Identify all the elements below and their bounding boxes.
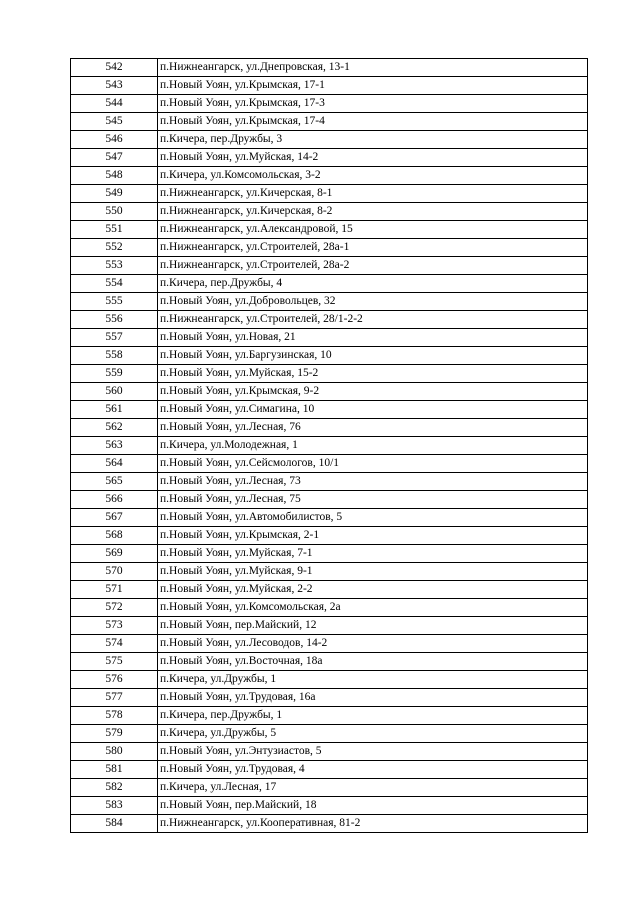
- table-row: [71, 509, 588, 527]
- row-number: 580: [71, 743, 158, 761]
- row-address: п.Нижнеангарск, ул.Александровой, 15: [158, 221, 588, 239]
- table-row: [71, 437, 588, 455]
- row-number: 550: [71, 203, 158, 221]
- table-row: [71, 743, 588, 761]
- row-number: 558: [71, 347, 158, 365]
- table-row: [71, 581, 588, 599]
- row-number: 560: [71, 383, 158, 401]
- table-row: [71, 365, 588, 383]
- table-row: [71, 311, 588, 329]
- row-address: п.Новый Уоян, ул.Крымская, 2-1: [158, 527, 588, 545]
- row-number: 581: [71, 761, 158, 779]
- table-row: [71, 131, 588, 149]
- row-address: п.Кичера, ул.Дружбы, 1: [158, 671, 588, 689]
- row-number: 561: [71, 401, 158, 419]
- row-address: п.Новый Уоян, ул.Крымская, 17-1: [158, 77, 588, 95]
- row-address: п.Новый Уоян, ул.Энтузиастов, 5: [158, 743, 588, 761]
- table-row: [71, 167, 588, 185]
- table-row: [71, 185, 588, 203]
- table-row: [71, 707, 588, 725]
- row-address: п.Кичера, ул.Дружбы, 5: [158, 725, 588, 743]
- row-number: 572: [71, 599, 158, 617]
- row-address: п.Новый Уоян, ул.Трудовая, 16а: [158, 689, 588, 707]
- row-address: п.Кичера, ул.Лесная, 17: [158, 779, 588, 797]
- row-number: 546: [71, 131, 158, 149]
- row-address: п.Новый Уоян, ул.Муйская, 15-2: [158, 365, 588, 383]
- row-address: п.Новый Уоян, пер.Майский, 18: [158, 797, 588, 815]
- row-address: п.Новый Уоян, пер.Майский, 12: [158, 617, 588, 635]
- row-address: п.Новый Уоян, ул.Баргузинская, 10: [158, 347, 588, 365]
- row-number: 557: [71, 329, 158, 347]
- row-number: 555: [71, 293, 158, 311]
- table-row: [71, 725, 588, 743]
- table-row: [71, 419, 588, 437]
- row-number: 574: [71, 635, 158, 653]
- table-row: [71, 599, 588, 617]
- table-row: [71, 221, 588, 239]
- row-number: 567: [71, 509, 158, 527]
- row-number: 568: [71, 527, 158, 545]
- row-address: п.Кичера, ул.Комсомольская, 3-2: [158, 167, 588, 185]
- row-number: 553: [71, 257, 158, 275]
- table-row: [71, 455, 588, 473]
- table-row: [71, 797, 588, 815]
- row-number: 552: [71, 239, 158, 257]
- row-address: п.Нижнеангарск, ул.Кичерская, 8-1: [158, 185, 588, 203]
- table-row: [71, 95, 588, 113]
- row-address: п.Кичера, пер.Дружбы, 4: [158, 275, 588, 293]
- row-address: п.Новый Уоян, ул.Муйская, 14-2: [158, 149, 588, 167]
- row-address: п.Новый Уоян, ул.Комсомольская, 2а: [158, 599, 588, 617]
- table-row: [71, 203, 588, 221]
- row-address: п.Новый Уоян, ул.Лесная, 75: [158, 491, 588, 509]
- row-address: п.Нижнеангарск, ул.Строителей, 28а-1: [158, 239, 588, 257]
- row-address: п.Новый Уоян, ул.Добровольцев, 32: [158, 293, 588, 311]
- row-number: 575: [71, 653, 158, 671]
- table-row: [71, 347, 588, 365]
- row-address: п.Новый Уоян, ул.Муйская, 2-2: [158, 581, 588, 599]
- row-address: п.Новый Уоян, ул.Симагина, 10: [158, 401, 588, 419]
- row-number: 563: [71, 437, 158, 455]
- table-row: [71, 491, 588, 509]
- row-number: 564: [71, 455, 158, 473]
- row-address: п.Новый Уоян, ул.Крымская, 17-4: [158, 113, 588, 131]
- row-number: 548: [71, 167, 158, 185]
- row-number: 559: [71, 365, 158, 383]
- row-number: 565: [71, 473, 158, 491]
- row-number: 543: [71, 77, 158, 95]
- row-address: п.Кичера, пер.Дружбы, 3: [158, 131, 588, 149]
- row-number: 579: [71, 725, 158, 743]
- row-number: 582: [71, 779, 158, 797]
- table-row: [71, 257, 588, 275]
- row-number: 556: [71, 311, 158, 329]
- table-row: [71, 293, 588, 311]
- row-number: 542: [71, 59, 158, 77]
- table-row: [71, 77, 588, 95]
- row-number: 566: [71, 491, 158, 509]
- table-row: [71, 617, 588, 635]
- table-row: [71, 671, 588, 689]
- table-row: [71, 653, 588, 671]
- row-address: п.Новый Уоян, ул.Крымская, 9-2: [158, 383, 588, 401]
- table-row: [71, 815, 588, 833]
- row-address: п.Новый Уоян, ул.Восточная, 18а: [158, 653, 588, 671]
- table-row: [71, 689, 588, 707]
- table-row: [71, 59, 588, 77]
- row-number: 545: [71, 113, 158, 131]
- row-number: 547: [71, 149, 158, 167]
- row-number: 544: [71, 95, 158, 113]
- table-row: [71, 383, 588, 401]
- row-number: 577: [71, 689, 158, 707]
- row-address: п.Нижнеангарск, ул.Строителей, 28а-2: [158, 257, 588, 275]
- table-row: [71, 563, 588, 581]
- row-address: п.Кичера, пер.Дружбы, 1: [158, 707, 588, 725]
- table-row: [71, 635, 588, 653]
- row-address: п.Нижнеангарск, ул.Днепровская, 13-1: [158, 59, 588, 77]
- table-row: [71, 113, 588, 131]
- row-address: п.Нижнеангарск, ул.Строителей, 28/1-2-2: [158, 311, 588, 329]
- address-table-body: [71, 59, 588, 833]
- table-row: [71, 527, 588, 545]
- row-address: п.Новый Уоян, ул.Автомобилистов, 5: [158, 509, 588, 527]
- row-number: 576: [71, 671, 158, 689]
- row-address: п.Нижнеангарск, ул.Кичерская, 8-2: [158, 203, 588, 221]
- row-address: п.Кичера, ул.Молодежная, 1: [158, 437, 588, 455]
- table-row: [71, 401, 588, 419]
- row-number: 584: [71, 815, 158, 833]
- row-address: п.Новый Уоян, ул.Лесная, 73: [158, 473, 588, 491]
- row-address: п.Новый Уоян, ул.Лесоводов, 14-2: [158, 635, 588, 653]
- table-row: [71, 761, 588, 779]
- row-number: 570: [71, 563, 158, 581]
- row-address: п.Нижнеангарск, ул.Кооперативная, 81-2: [158, 815, 588, 833]
- table-row: [71, 473, 588, 491]
- row-address: п.Новый Уоян, ул.Лесная, 76: [158, 419, 588, 437]
- table-row: [71, 275, 588, 293]
- address-table: [70, 58, 588, 833]
- row-address: п.Новый Уоян, ул.Сейсмологов, 10/1: [158, 455, 588, 473]
- row-number: 578: [71, 707, 158, 725]
- row-number: 571: [71, 581, 158, 599]
- row-number: 569: [71, 545, 158, 563]
- row-number: 573: [71, 617, 158, 635]
- row-number: 554: [71, 275, 158, 293]
- row-address: п.Новый Уоян, ул.Крымская, 17-3: [158, 95, 588, 113]
- row-address: п.Новый Уоян, ул.Новая, 21: [158, 329, 588, 347]
- table-row: [71, 545, 588, 563]
- table-row: [71, 329, 588, 347]
- table-row: [71, 239, 588, 257]
- row-number: 583: [71, 797, 158, 815]
- table-row: [71, 779, 588, 797]
- row-address: п.Новый Уоян, ул.Муйская, 9-1: [158, 563, 588, 581]
- row-address: п.Новый Уоян, ул.Трудовая, 4: [158, 761, 588, 779]
- row-address: п.Новый Уоян, ул.Муйская, 7-1: [158, 545, 588, 563]
- row-number: 549: [71, 185, 158, 203]
- row-number: 551: [71, 221, 158, 239]
- table-row: [71, 149, 588, 167]
- row-number: 562: [71, 419, 158, 437]
